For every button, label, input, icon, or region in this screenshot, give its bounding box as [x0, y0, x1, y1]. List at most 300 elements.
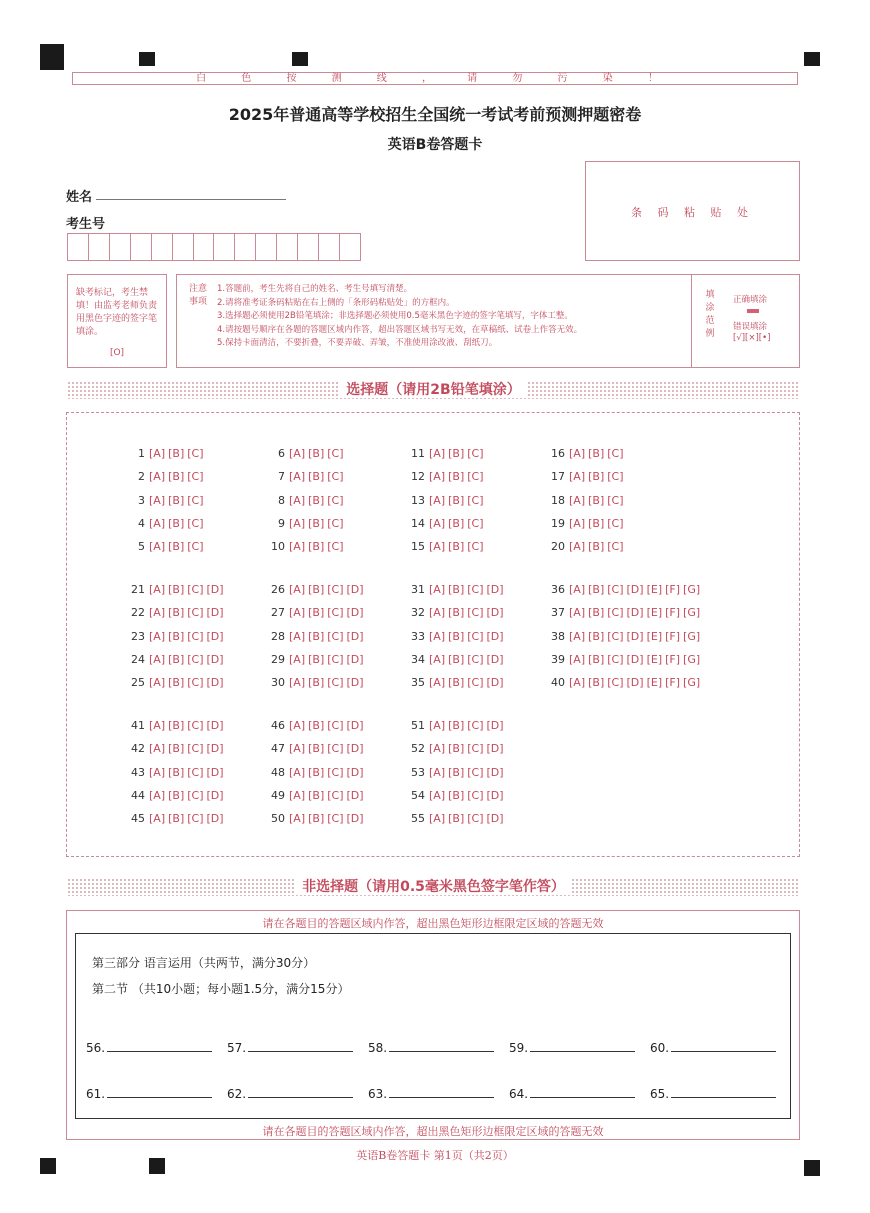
answer-bubble[interactable]: [G] [683, 676, 701, 690]
answer-bubble[interactable]: [D] [206, 765, 224, 779]
blank-61[interactable] [86, 1086, 212, 1101]
answer-bubble[interactable]: [A] [149, 629, 166, 643]
answer-bubble[interactable]: [A] [149, 765, 166, 779]
missing-exam-mark[interactable]: [O] [109, 348, 125, 358]
answer-bubble[interactable]: [B] [168, 676, 185, 690]
answer-bubble[interactable]: [C] [187, 629, 204, 643]
answer-bubble[interactable]: [C] [607, 540, 624, 554]
answer-bubble[interactable]: [B] [588, 583, 605, 596]
answer-bubble[interactable]: [A] [429, 788, 446, 802]
answer-bubble[interactable]: [C] [467, 629, 484, 643]
answer-bubble[interactable]: [A] [289, 606, 306, 620]
name-field[interactable] [96, 199, 286, 200]
answer-bubble[interactable]: [D] [626, 629, 644, 643]
question-number: 27 [271, 606, 285, 620]
answer-bubble[interactable]: [A] [149, 652, 166, 666]
registration-mark-top-2 [139, 52, 155, 66]
question-number: 1 [138, 447, 145, 460]
question-18 [545, 494, 627, 507]
answer-bubble[interactable]: [A] [429, 540, 446, 554]
answer-bubble[interactable]: [C] [187, 470, 204, 484]
answer-bubble[interactable]: [C] [187, 447, 204, 460]
question-38 [545, 630, 703, 643]
answer-bubble[interactable]: [D] [346, 719, 364, 732]
answer-bubble[interactable]: [D] [486, 676, 504, 690]
answer-bubble[interactable]: [B] [308, 516, 325, 530]
blank-number: 63. [368, 1087, 388, 1101]
answer-bubble[interactable]: [B] [448, 516, 465, 530]
answer-bubble[interactable]: [D] [206, 583, 224, 596]
question-number: 7 [278, 470, 285, 484]
answer-bubble[interactable]: [A] [289, 788, 306, 802]
answer-bubble[interactable]: [B] [448, 719, 465, 732]
answer-bubble[interactable]: [B] [168, 447, 185, 460]
mc-section-title: 选择题（请用2B铅笔填涂） [340, 382, 526, 398]
answer-bubble[interactable]: [D] [346, 583, 364, 596]
question-number: 20 [551, 540, 565, 554]
answer-bubble[interactable]: [A] [149, 676, 166, 690]
answer-bubble[interactable]: [C] [467, 583, 484, 596]
answer-bubble[interactable]: [A] [429, 629, 446, 643]
answer-bubble[interactable]: [B] [168, 583, 185, 596]
question-number: 13 [411, 493, 425, 507]
blank-line[interactable] [107, 1040, 212, 1052]
answer-bubble[interactable]: [B] [588, 470, 605, 484]
answer-bubble[interactable]: [A] [569, 676, 586, 690]
answer-bubble[interactable]: [A] [149, 742, 166, 756]
answer-bubble[interactable]: [B] [308, 788, 325, 802]
answer-bubble[interactable]: [A] [429, 719, 446, 732]
answer-bubble[interactable]: [C] [467, 470, 484, 484]
answer-bubble[interactable]: [B] [308, 742, 325, 756]
answer-bubble[interactable]: [C] [327, 470, 344, 484]
answer-bubble[interactable]: [A] [429, 742, 446, 756]
answer-bubble[interactable]: [A] [429, 606, 446, 620]
question-34 [405, 653, 507, 666]
question-27 [265, 606, 367, 619]
question-number: 6 [278, 447, 285, 460]
answer-bubble[interactable]: [B] [588, 540, 605, 554]
answer-bubble[interactable]: [A] [289, 516, 306, 530]
answer-bubble[interactable]: [B] [308, 583, 325, 596]
question-number: 44 [131, 788, 145, 802]
answer-bubble[interactable]: [D] [486, 742, 504, 756]
question-number: 36 [551, 583, 565, 596]
answer-bubble[interactable]: [F] [665, 676, 681, 690]
answer-bubble[interactable]: [B] [448, 765, 465, 779]
answer-bubble[interactable]: [D] [486, 788, 504, 802]
question-47 [265, 742, 367, 755]
answer-bubble[interactable]: [F] [665, 629, 681, 643]
answer-bubble[interactable]: [D] [346, 652, 364, 666]
answer-bubble[interactable]: [C] [467, 765, 484, 779]
answer-bubble[interactable]: [B] [308, 470, 325, 484]
answer-bubble[interactable]: [C] [187, 742, 204, 756]
question-number: 42 [131, 742, 145, 756]
answer-bubble[interactable]: [B] [448, 812, 465, 826]
answer-bubble[interactable]: [A] [289, 447, 306, 460]
question-number: 10 [271, 540, 285, 554]
answer-bubble[interactable]: [A] [429, 470, 446, 484]
answer-bubble[interactable]: [A] [429, 493, 446, 507]
answer-bubble[interactable]: [B] [588, 516, 605, 530]
question-6 [265, 447, 347, 460]
answer-bubble[interactable]: [C] [327, 493, 344, 507]
blank-line[interactable] [530, 1086, 635, 1098]
answer-bubble[interactable]: [C] [467, 788, 484, 802]
answer-bubble[interactable]: [A] [289, 676, 306, 690]
answer-bubble[interactable]: [E] [646, 652, 663, 666]
answer-bubble[interactable]: [C] [467, 540, 484, 554]
question-12 [405, 470, 487, 483]
answer-bubble[interactable]: [B] [168, 742, 185, 756]
answer-bubble[interactable]: [A] [569, 470, 586, 484]
answer-bubble[interactable]: [A] [149, 540, 166, 554]
answer-bubble[interactable]: [G] [683, 629, 701, 643]
question-number: 55 [411, 812, 425, 826]
answer-bubble[interactable]: [D] [486, 652, 504, 666]
answer-bubble[interactable]: [B] [448, 606, 465, 620]
answer-bubble[interactable]: [C] [187, 788, 204, 802]
blank-60[interactable] [650, 1040, 776, 1055]
answer-bubble[interactable]: [C] [467, 447, 484, 460]
answer-bubble[interactable]: [E] [646, 629, 663, 643]
answer-bubble[interactable]: [A] [569, 493, 586, 507]
answer-bubble[interactable]: [A] [149, 719, 166, 732]
answer-bubble[interactable]: [B] [448, 493, 465, 507]
answer-bubble[interactable]: [A] [289, 470, 306, 484]
answer-bubble[interactable]: [C] [327, 676, 344, 690]
answer-bubble[interactable]: [C] [327, 606, 344, 620]
answer-bubble[interactable]: [C] [187, 765, 204, 779]
answer-bubble[interactable]: [B] [448, 742, 465, 756]
answer-bubble[interactable]: [C] [187, 652, 204, 666]
answer-bubble[interactable]: [A] [569, 652, 586, 666]
answer-bubble[interactable]: [C] [467, 493, 484, 507]
answer-bubble[interactable]: [C] [327, 540, 344, 554]
answer-bubble[interactable]: [A] [149, 516, 166, 530]
nonmc-section-band [67, 878, 800, 896]
answer-bubble[interactable]: [C] [187, 812, 204, 826]
answer-bubble[interactable]: [B] [168, 470, 185, 484]
question-number: 5 [138, 540, 145, 554]
answer-bubble[interactable]: [B] [448, 540, 465, 554]
notice-label: 注意事项 [188, 284, 207, 307]
answer-bubble[interactable]: [C] [327, 719, 344, 732]
answer-bubble[interactable]: [C] [187, 583, 204, 596]
question-number: 28 [271, 629, 285, 643]
answer-bubble[interactable]: [B] [588, 652, 605, 666]
answer-bubble[interactable]: [C] [607, 676, 624, 690]
answer-bubble[interactable]: [A] [149, 812, 166, 826]
answer-frame [75, 933, 791, 1119]
answer-bubble[interactable]: [B] [168, 493, 185, 507]
answer-bubble[interactable]: [D] [206, 788, 224, 802]
answer-bubble[interactable]: [G] [683, 583, 701, 596]
answer-bubble[interactable]: [A] [149, 788, 166, 802]
answer-bubble[interactable]: [D] [346, 765, 364, 779]
answer-bubble[interactable]: [A] [429, 583, 446, 596]
question-43 [125, 766, 227, 779]
answer-bubble[interactable]: [B] [308, 765, 325, 779]
question-number: 53 [411, 765, 425, 779]
answer-bubble[interactable]: [D] [206, 719, 224, 732]
answer-bubble[interactable]: [B] [168, 788, 185, 802]
answer-bubble[interactable]: [D] [346, 629, 364, 643]
answer-bubble[interactable]: [A] [289, 629, 306, 643]
non-choice-area [66, 910, 800, 1140]
answer-bubble[interactable]: [B] [448, 652, 465, 666]
answer-bubble[interactable]: [B] [588, 629, 605, 643]
answer-bubble[interactable]: [D] [206, 606, 224, 620]
blank-63[interactable] [368, 1086, 494, 1101]
answer-bubble[interactable]: [B] [308, 629, 325, 643]
fill-example-label: 填涂范例 [705, 290, 715, 339]
answer-bubble[interactable]: [D] [206, 812, 224, 826]
answer-bubble[interactable]: [D] [206, 629, 224, 643]
answer-bubble[interactable]: [A] [429, 516, 446, 530]
answer-bubble[interactable]: [C] [327, 652, 344, 666]
question-number: 18 [551, 493, 565, 507]
answer-bubble[interactable]: [B] [448, 583, 465, 596]
question-40 [545, 676, 703, 689]
answer-bubble[interactable]: [B] [168, 652, 185, 666]
answer-bubble[interactable]: [D] [346, 742, 364, 756]
blank-59[interactable] [509, 1040, 635, 1055]
answer-bubble[interactable]: [B] [448, 676, 465, 690]
answer-bubble[interactable]: [D] [486, 765, 504, 779]
question-22 [125, 606, 227, 619]
question-number: 4 [138, 516, 145, 530]
answer-bubble[interactable]: [D] [626, 652, 644, 666]
answer-bubble[interactable]: [C] [607, 606, 624, 620]
answer-bubble[interactable]: [C] [187, 516, 204, 530]
answer-bubble[interactable]: [C] [327, 583, 344, 596]
answer-bubble[interactable]: [C] [327, 516, 344, 530]
answer-bubble[interactable]: [D] [346, 606, 364, 620]
answer-bubble[interactable]: [A] [149, 493, 166, 507]
answer-bubble[interactable]: [D] [486, 719, 504, 732]
answer-bubble[interactable]: [G] [683, 606, 701, 620]
notice-line: 5.保持卡面清洁，不要折叠，不要弄破、弄皱，不准使用涂改液、刮纸刀。 [217, 338, 498, 348]
answer-bubble[interactable]: [B] [308, 812, 325, 826]
question-23 [125, 630, 227, 643]
blank-number: 58. [368, 1041, 388, 1055]
answer-bubble[interactable]: [A] [289, 583, 306, 596]
question-number: 22 [131, 606, 145, 620]
answer-bubble[interactable]: [C] [607, 493, 624, 507]
answer-bubble[interactable]: [E] [646, 676, 663, 690]
answer-bubble[interactable]: [A] [569, 447, 586, 460]
student-id-grid[interactable] [67, 233, 361, 261]
answer-bubble[interactable]: [F] [665, 606, 681, 620]
answer-bubble[interactable]: [B] [308, 676, 325, 690]
answer-bubble[interactable]: [C] [187, 606, 204, 620]
answer-bubble[interactable]: [A] [569, 583, 586, 596]
answer-bubble[interactable]: [C] [467, 606, 484, 620]
question-7 [265, 470, 347, 483]
blank-line[interactable] [389, 1086, 494, 1098]
answer-bubble[interactable]: [A] [289, 493, 306, 507]
answer-bubble[interactable]: [A] [429, 765, 446, 779]
question-number: 35 [411, 676, 425, 690]
answer-bubble[interactable]: [B] [168, 812, 185, 826]
answer-bubble[interactable]: [C] [607, 470, 624, 484]
answer-bubble[interactable]: [D] [486, 606, 504, 620]
question-37 [545, 606, 703, 619]
answer-bubble[interactable]: [B] [168, 719, 185, 732]
multiple-choice-area [66, 412, 800, 857]
answer-bubble[interactable]: [B] [308, 493, 325, 507]
answer-bubble[interactable]: [B] [588, 493, 605, 507]
answer-bubble[interactable]: [D] [626, 583, 644, 596]
blank-57[interactable] [227, 1040, 353, 1055]
answer-bubble[interactable]: [B] [308, 540, 325, 554]
answer-bubble[interactable]: [C] [607, 629, 624, 643]
answer-bubble[interactable]: [C] [327, 447, 344, 460]
answer-bubble[interactable]: [A] [289, 540, 306, 554]
answer-bubble[interactable]: [D] [346, 788, 364, 802]
answer-bubble[interactable]: [B] [448, 788, 465, 802]
answer-bubble[interactable]: [F] [665, 652, 681, 666]
answer-bubble[interactable]: [A] [149, 447, 166, 460]
answer-bubble[interactable]: [B] [168, 540, 185, 554]
answer-bubble[interactable]: [D] [486, 583, 504, 596]
answer-bubble[interactable]: [B] [448, 470, 465, 484]
answer-bubble[interactable]: [C] [187, 719, 204, 732]
answer-bubble[interactable]: [C] [187, 493, 204, 507]
question-number: 2 [138, 470, 145, 484]
question-54 [405, 789, 507, 802]
answer-bubble[interactable]: [C] [467, 516, 484, 530]
answer-bubble[interactable]: [C] [327, 742, 344, 756]
answer-bubble[interactable]: [B] [308, 606, 325, 620]
answer-bubble[interactable]: [A] [149, 470, 166, 484]
blank-line[interactable] [248, 1040, 353, 1052]
answer-bubble[interactable]: [E] [646, 606, 663, 620]
answer-bubble[interactable]: [D] [486, 629, 504, 643]
page-subtitle: 英语B卷答题卡 [387, 137, 483, 153]
answer-bubble[interactable]: [C] [327, 765, 344, 779]
answer-bubble[interactable]: [C] [187, 676, 204, 690]
wrong-fill-label: 错误填涂 [733, 322, 768, 332]
answer-bubble[interactable]: [B] [588, 676, 605, 690]
answer-bubble[interactable]: [A] [429, 812, 446, 826]
answer-bubble[interactable]: [C] [187, 540, 204, 554]
answer-bubble[interactable]: [E] [646, 583, 663, 596]
blank-line[interactable] [671, 1086, 776, 1098]
answer-bubble[interactable]: [C] [467, 812, 484, 826]
answer-bubble[interactable]: [C] [327, 788, 344, 802]
answer-bubble[interactable]: [A] [149, 583, 166, 596]
question-39 [545, 653, 703, 666]
question-55 [405, 812, 507, 825]
blank-line[interactable] [671, 1040, 776, 1052]
answer-bubble[interactable]: [D] [206, 652, 224, 666]
answer-bubble[interactable]: [C] [467, 676, 484, 690]
answer-bubble[interactable]: [C] [607, 516, 624, 530]
blank-64[interactable] [509, 1086, 635, 1101]
answer-bubble[interactable]: [B] [308, 447, 325, 460]
question-10 [265, 540, 347, 553]
registration-mark-top-3 [292, 52, 308, 66]
answer-bubble[interactable]: [A] [289, 652, 306, 666]
question-number: 19 [551, 516, 565, 530]
blank-line[interactable] [248, 1086, 353, 1098]
answer-bubble[interactable]: [A] [429, 676, 446, 690]
answer-bubble[interactable]: [B] [168, 606, 185, 620]
answer-bubble[interactable]: [C] [467, 719, 484, 732]
question-53 [405, 766, 507, 779]
answer-bubble[interactable]: [D] [206, 742, 224, 756]
answer-bubble[interactable]: [C] [607, 652, 624, 666]
answer-bubble[interactable]: [A] [289, 719, 306, 732]
blank-number: 64. [509, 1087, 529, 1101]
question-19 [545, 517, 627, 530]
blank-line[interactable] [530, 1040, 635, 1052]
answer-bubble[interactable]: [B] [168, 516, 185, 530]
answer-bubble[interactable]: [B] [448, 447, 465, 460]
answer-bubble[interactable]: [D] [346, 676, 364, 690]
answer-bubble[interactable]: [A] [569, 629, 586, 643]
question-number: 30 [271, 676, 285, 690]
answer-bubble[interactable]: [A] [149, 606, 166, 620]
answer-bubble[interactable]: [C] [467, 652, 484, 666]
answer-bubble[interactable]: [B] [308, 719, 325, 732]
blank-62[interactable] [227, 1086, 353, 1101]
answer-bubble[interactable]: [B] [588, 606, 605, 620]
blank-56[interactable] [86, 1040, 212, 1055]
answer-bubble[interactable]: [A] [289, 765, 306, 779]
blank-number: 57. [227, 1041, 247, 1055]
answer-bubble[interactable]: [C] [327, 629, 344, 643]
answer-bubble[interactable]: [C] [467, 742, 484, 756]
blank-number: 60. [650, 1041, 670, 1055]
question-number: 25 [131, 676, 145, 690]
answer-bubble[interactable]: [A] [569, 540, 586, 554]
answer-bubble[interactable]: [A] [429, 447, 446, 460]
answer-bubble[interactable]: [A] [569, 606, 586, 620]
answer-bubble[interactable]: [D] [626, 676, 644, 690]
answer-bubble[interactable]: [B] [168, 765, 185, 779]
answer-bubble[interactable]: [B] [588, 447, 605, 460]
answer-bubble[interactable]: [A] [289, 742, 306, 756]
answer-bubble[interactable]: [B] [448, 629, 465, 643]
answer-bubble[interactable]: [A] [429, 652, 446, 666]
answer-bubble[interactable]: [D] [626, 606, 644, 620]
answer-bubble[interactable]: [B] [168, 629, 185, 643]
answer-bubble[interactable]: [D] [206, 676, 224, 690]
answer-bubble[interactable]: [G] [683, 652, 701, 666]
answer-bubble[interactable]: [C] [607, 447, 624, 460]
answer-bubble[interactable]: [D] [486, 812, 504, 826]
answer-bubble[interactable]: [D] [346, 812, 364, 826]
answer-bubble[interactable]: [C] [327, 812, 344, 826]
question-number: 54 [411, 788, 425, 802]
question-number: 17 [551, 470, 565, 484]
blank-line[interactable] [389, 1040, 494, 1052]
answer-bubble[interactable]: [A] [289, 812, 306, 826]
question-number: 23 [131, 629, 145, 643]
answer-bubble[interactable]: [C] [607, 583, 624, 596]
question-number: 29 [271, 652, 285, 666]
answer-bubble[interactable]: [F] [665, 583, 681, 596]
answer-bubble[interactable]: [B] [308, 652, 325, 666]
answer-bubble[interactable]: [A] [569, 516, 586, 530]
blank-line[interactable] [107, 1086, 212, 1098]
blank-65[interactable] [650, 1086, 776, 1101]
blank-58[interactable] [368, 1040, 494, 1055]
